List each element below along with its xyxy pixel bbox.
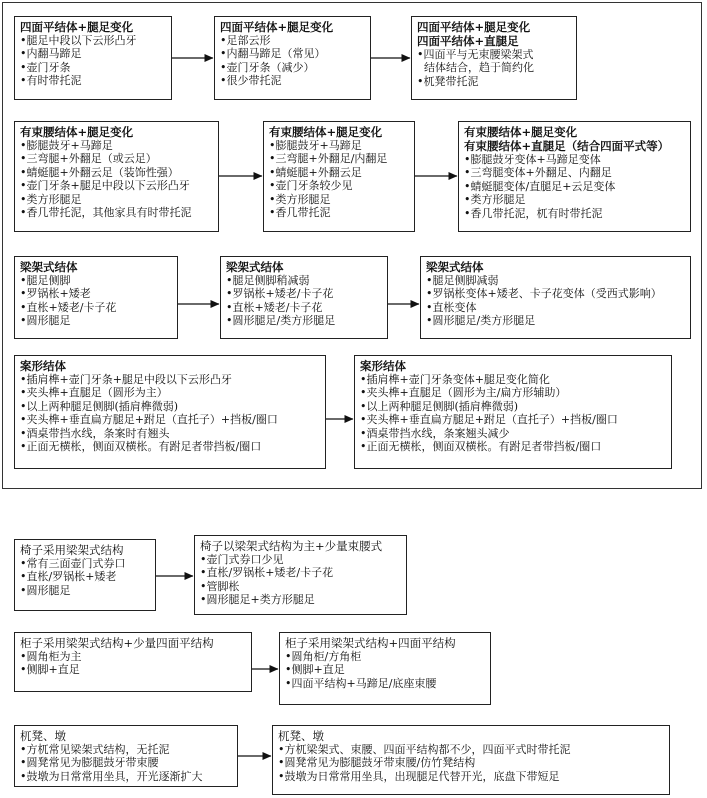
box-item: •罗锅枨变体+矮老、卡子花变体（受西式影响） xyxy=(426,287,662,301)
box-item: 结体结合，趋于简约化 xyxy=(417,61,534,75)
box-item: •直枨/罗锅枨+矮老 xyxy=(20,570,117,584)
box-item: •鼓墩为日常常用坐具，开光逐渐扩大 xyxy=(20,769,203,783)
box-item: •圆形腿足+类方形腿足 xyxy=(200,593,315,607)
box-item: •壶门牙条较少见 xyxy=(269,179,353,193)
box-item: •内翻马蹄足（常见） xyxy=(220,47,326,61)
box-item: •类方形腿足 xyxy=(269,192,331,206)
box-title: 柜子采用梁架式结构+少量四面平结构 xyxy=(20,636,214,650)
box-title: 案形结体 xyxy=(360,359,406,373)
box-title: 杌凳、墩 xyxy=(278,729,324,743)
box-item: •圆形腿足 xyxy=(20,314,71,328)
box-title: 梁架式结体 xyxy=(226,260,284,274)
box-item: •四面平与无束腰梁架式 xyxy=(417,48,534,61)
box-item: •类方形腿足 xyxy=(464,193,526,207)
box-item: •罗锅枨+矮老/卡子花 xyxy=(226,287,334,301)
box-item: •内翻马蹄足 xyxy=(20,47,82,61)
box-item: •蜻蜓腿+外翻云足（装饰性强） xyxy=(20,165,179,179)
box-item: •足部云形 xyxy=(220,34,271,47)
box-item: •酒桌带挡水线，条案翘头减少 xyxy=(360,426,510,440)
box-item: •圆形腿足/类方形腿足 xyxy=(426,314,536,328)
box-item: •酒桌带挡水线，条案时有翘头 xyxy=(20,426,170,440)
box-item: •圆形腿足 xyxy=(20,583,71,597)
box-title: 有束腰结体+腿足变化 xyxy=(20,125,134,139)
box-item: •蜻蜓腿+外翻云足 xyxy=(269,165,362,179)
box-item: •蜻蜓腿变体/直腿足+云足变体 xyxy=(464,179,616,193)
box-title: 梁架式结体 xyxy=(426,260,484,274)
box-item: •正面无横枨，侧面双横枨。有跗足者带挡板/圈口 xyxy=(360,440,602,454)
box-item: •夹头榫+垂直扁方腿足+跗足（直托子）+挡板/圈口 xyxy=(360,413,618,427)
box-item: •圆角柜/方角柜 xyxy=(285,650,362,663)
box-item: •方杌梁架式、束腰、四面平结构都不少，四面平式时带托泥 xyxy=(278,743,571,756)
box-item: •香几带托泥，杌有时带托泥 xyxy=(464,206,603,220)
box-item: •夹头榫+直腿足（圆形为主） xyxy=(20,386,168,400)
box-item: •圆凳常见为膨腿鼓牙带束腰/仿竹凳结构 xyxy=(278,756,476,770)
box-item: •膨腿鼓牙+马蹄足 xyxy=(20,139,113,152)
box-item: •膨腿鼓牙+马蹄足 xyxy=(269,139,362,152)
box-item: •腿足侧脚 xyxy=(20,274,71,287)
box-title: 四面平结体+腿足变化 xyxy=(20,20,134,34)
box-item: •三弯腿+外翻足（或云足） xyxy=(20,152,157,166)
box-item: •罗锅枨+矮老 xyxy=(20,287,91,301)
box-item: •直枨+矮老/卡子花 xyxy=(20,300,117,314)
box-item: •壶门式券口少见 xyxy=(200,553,284,566)
box-item: •侧脚+直足 xyxy=(20,663,80,677)
box-item: •以上两种腿足侧脚(插肩榫微弱) xyxy=(360,399,519,413)
box-item: •插肩榫+壶门牙条变体+腿足变化简化 xyxy=(360,373,550,386)
box-item: •三弯腿变体+外翻足、内翻足 xyxy=(464,166,612,180)
box-item: •直枨/罗锅枨+矮老/卡子花 xyxy=(200,566,334,580)
box-item: •常有三面壶门式券口 xyxy=(20,557,126,570)
box-title: 梁架式结体 xyxy=(20,260,78,274)
box-title: 椅子采用梁架式结构 xyxy=(20,543,124,557)
box-title: 杌凳、墩 xyxy=(20,729,66,743)
box-item: •类方形腿足 xyxy=(20,192,82,206)
box-item: •夹头榫+直腿足（圆形为主/扁方形辅助） xyxy=(360,386,567,400)
box-item: •香几带托泥 xyxy=(269,206,331,220)
box-item: •管脚枨 xyxy=(200,579,240,593)
box-title: 椅子以梁架式结构为主+少量束腰式 xyxy=(200,539,383,553)
box-item: •直枨+矮老/卡子花 xyxy=(226,300,323,314)
box-item: •夹头榫+垂直扁方腿足+跗足（直托子）+挡板/圈口 xyxy=(20,413,278,427)
box-item: •膨腿鼓牙变体+马蹄足变体 xyxy=(464,153,601,166)
box-item: •三弯腿+外翻足/内翻足 xyxy=(269,152,388,166)
box-title: 柜子采用梁架式结构+四面平结构 xyxy=(285,636,456,650)
box-item: •正面无横枨，侧面双横枨。有跗足者带挡板/圈口 xyxy=(20,440,262,454)
box-item: •腿足侧脚稍减弱 xyxy=(226,274,310,287)
box-title: 有束腰结体+腿足变化 xyxy=(269,125,383,139)
box-title: 四面平结体+腿足变化 xyxy=(417,20,531,34)
box-title: 四面平结体+腿足变化 xyxy=(220,20,334,34)
box-item: •直枨变体 xyxy=(426,300,477,314)
box-item: •圆凳常见为膨腿鼓牙带束腰 xyxy=(20,756,159,770)
box-item: •鼓墩为日常常用坐具，出现腿足代替开光，底盘下带短足 xyxy=(278,769,560,783)
box-item: •方杌常见梁架式结构，无托泥 xyxy=(20,743,170,756)
box-item: •以上两种腿足侧脚(插肩榫微弱) xyxy=(20,399,179,413)
box-title: 四面平结体+直腿足 xyxy=(417,34,519,48)
box-item: •香几带托泥，其他家具有时带托泥 xyxy=(20,206,192,220)
box-item: •腿足侧脚减弱 xyxy=(426,274,499,287)
box-title: 有束腰结体+腿足变化 xyxy=(464,125,578,139)
box-item: •有时带托泥 xyxy=(20,74,82,88)
box-title: 案形结体 xyxy=(20,359,66,373)
box-item: •杌凳带托泥 xyxy=(417,74,479,88)
box-item: •壶门牙条（减少） xyxy=(220,60,315,74)
box-item: •很少带托泥 xyxy=(220,74,282,88)
box-item: •腿足中段以下云形凸牙 xyxy=(20,34,137,47)
box-item: •插肩榫+壶门牙条+腿足中段以下云形凸牙 xyxy=(20,373,232,386)
box-item: •圆形腿足/类方形腿足 xyxy=(226,314,336,328)
box-item: •侧脚+直足 xyxy=(285,663,345,677)
box-item: •四面平结构+马蹄足/底座束腰 xyxy=(285,676,437,690)
box-item: •壶门牙条 xyxy=(20,60,71,74)
box-item: •圆角柜为主 xyxy=(20,650,82,663)
box-item: •壶门牙条+腿足中段以下云形凸牙 xyxy=(20,179,190,193)
box-title: 有束腰结体+直腿足（结合四面平式等） xyxy=(464,139,670,153)
